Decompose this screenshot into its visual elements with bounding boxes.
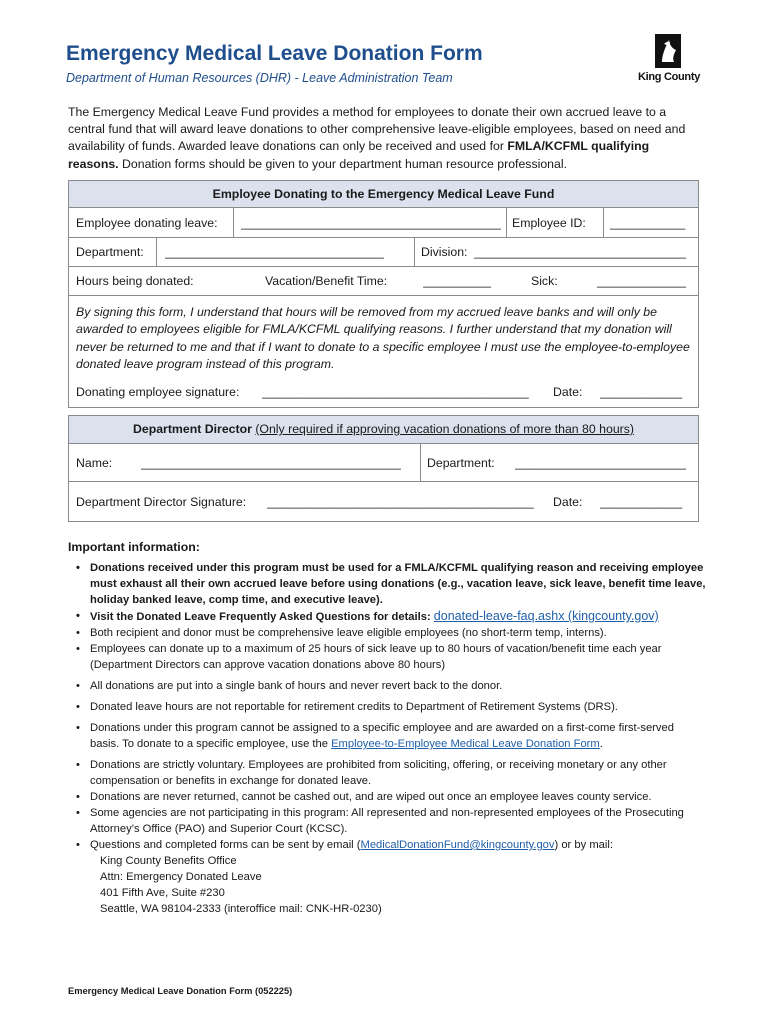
donor-date-field[interactable]: ____________ (600, 385, 683, 399)
list-item: • Questions and completed forms can be sent by email (MedicalDonationFund@kingcounty.gov) or by mail: King County Benefits Office Attn: Emergency Donated Leave 401 Fifth Ave, Suite #230 Seattle, WA 98104-2333 (interoffice mail: CNK-HR-0230) (76, 837, 706, 917)
address-line: 401 Fifth Ave, Suite #230 (100, 887, 225, 899)
vacation-hours-field[interactable]: __________ (423, 274, 491, 288)
director-date-field[interactable]: ____________ (600, 494, 683, 509)
list-item: • Donations are never returned, cannot be cashed out, and are wiped out once an employee leaves county service. (76, 791, 652, 803)
hours-row (69, 267, 698, 296)
list-item: • All donations are put into a single bank of hours and never revert back to the donor. (76, 680, 503, 692)
director-department-field[interactable]: _________________________ (515, 455, 686, 470)
hours-label: Hours being donated: (76, 274, 194, 288)
director-signature-label: Department Director Signature: (76, 494, 247, 509)
director-signature-row (69, 482, 698, 521)
list-item: • Donations under this program cannot be assigned to a specific employee and are awarded on a first-come first-served basis. To donate to a specific employee, use the Employee-to-Employee Medical Leave Donation Form. (76, 722, 674, 750)
donor-section-heading: Employee Donating to the Emergency Medical Leave Fund (69, 181, 698, 208)
faq-link[interactable]: donated-leave-faq.ashx (kingcounty.gov) (433, 609, 659, 623)
list-item: • Employees can donate up to a maximum of 25 hours of sick leave up to 80 hours of vacation/benefit time each year (Department Directors can approve vacation donations above 80 hours) (76, 643, 662, 671)
logo-wordmark: King County (637, 71, 701, 83)
donor-section (68, 180, 699, 408)
employee-row (69, 208, 698, 238)
list-item: • Donations received under this program must be used for a FMLA/KCFML qualifying reason and receiving employee must exhaust all their own accrued leave before using donations (e.g., vacation leave, sick leave, benefit time leave, holiday banked leave, comp time, and executive leave). (76, 562, 706, 606)
intro-paragraph: The Emergency Medical Leave Fund provides a method for employees to donate their own accrued leave to a central fund that will award leave donations to other comprehensive leave-eligible employees, based on need and availability of funds. Awarded leave donations can only be received and used for FMLA/KCFML qualifying reasons. Donation forms should be given to your department human resource professional. (68, 105, 686, 171)
list-item: • Visit the Donated Leave Frequently Asked Questions for details: donated-leave-faq.ashx (kingcounty.gov) (76, 609, 659, 623)
vacation-label: Vacation/Benefit Time: (265, 274, 388, 288)
list-item: • Donated leave hours are not reportable for retirement credits to Department of Retirement Systems (DRS). (76, 701, 618, 713)
director-department-label: Department: (427, 455, 495, 470)
address-line: Seattle, WA 98104-2333 (interoffice mail: CNK-HR-0230) (100, 903, 382, 915)
important-list (76, 560, 706, 917)
list-item: • Some agencies are not participating in this program: All represented and non-represented employees of the Prosecuting Attorney’s Office (PAO) and Superior Court (KCSC). (76, 807, 684, 835)
division-field[interactable]: _______________________________ (474, 245, 687, 259)
donor-statement: By signing this form, I understand that hours will be removed from my accrued leave banks and will only be awarded to employees eligible for FMLA/KCFML qualifying reasons. I further understand that my donation will never be returned to me and that if I want to donate to a specific employee I must use the employee-to-employee donated leave program instead of this program. (76, 305, 690, 372)
director-name-field[interactable]: ______________________________________ (141, 455, 401, 470)
director-signature-field[interactable]: _______________________________________ (267, 494, 534, 509)
employee-label: Employee donating leave: (76, 215, 218, 230)
sick-label: Sick: (531, 274, 558, 288)
footer-form-id: Emergency Medical Leave Donation Form (052225) (68, 986, 293, 996)
address-line: Attn: Emergency Donated Leave (100, 871, 262, 883)
donor-signature-label: Donating employee signature: (76, 385, 240, 399)
employee-id-label: Employee ID: (512, 215, 586, 230)
employee-id-field[interactable]: ___________ (610, 215, 686, 230)
donor-date-label: Date: (553, 385, 583, 399)
director-date-label: Date: (553, 494, 583, 509)
important-heading: Important information: (68, 540, 200, 554)
employee-name-field[interactable]: ______________________________________ (241, 215, 501, 230)
department-field[interactable]: ________________________________ (165, 245, 384, 259)
signature-block (69, 296, 698, 408)
director-name-label: Name: (76, 455, 113, 470)
donor-signature-field[interactable]: _______________________________________ (262, 385, 529, 399)
division-label: Division: (421, 245, 468, 259)
list-item: • Both recipient and donor must be comprehensive leave eligible employees (no short-term temp, interns). (76, 627, 607, 639)
mail-address (90, 853, 706, 917)
director-name-row (69, 444, 698, 482)
sick-hours-field[interactable]: _____________ (597, 274, 686, 288)
email-link[interactable]: MedicalDonationFund@kingcounty.gov (360, 839, 555, 851)
department-label: Department: (76, 245, 144, 259)
list-item: • Donations are strictly voluntary. Employees are prohibited from soliciting, offering, or receiving monetary or any other compensation or benefits in exchange for donated leave. (76, 759, 667, 787)
director-section (68, 415, 699, 522)
form-subtitle: Department of Human Resources (DHR) - Leave Administration Team (66, 71, 453, 85)
director-section-heading: Department Director (Only required if approving vacation donations of more than 80 hours) (69, 416, 698, 444)
department-row (69, 238, 698, 267)
employee-to-employee-form-link[interactable]: Employee-to-Employee Medical Leave Donation Form (331, 738, 600, 750)
address-line: King County Benefits Office (100, 855, 237, 867)
form-title: Emergency Medical Leave Donation Form (66, 42, 483, 65)
